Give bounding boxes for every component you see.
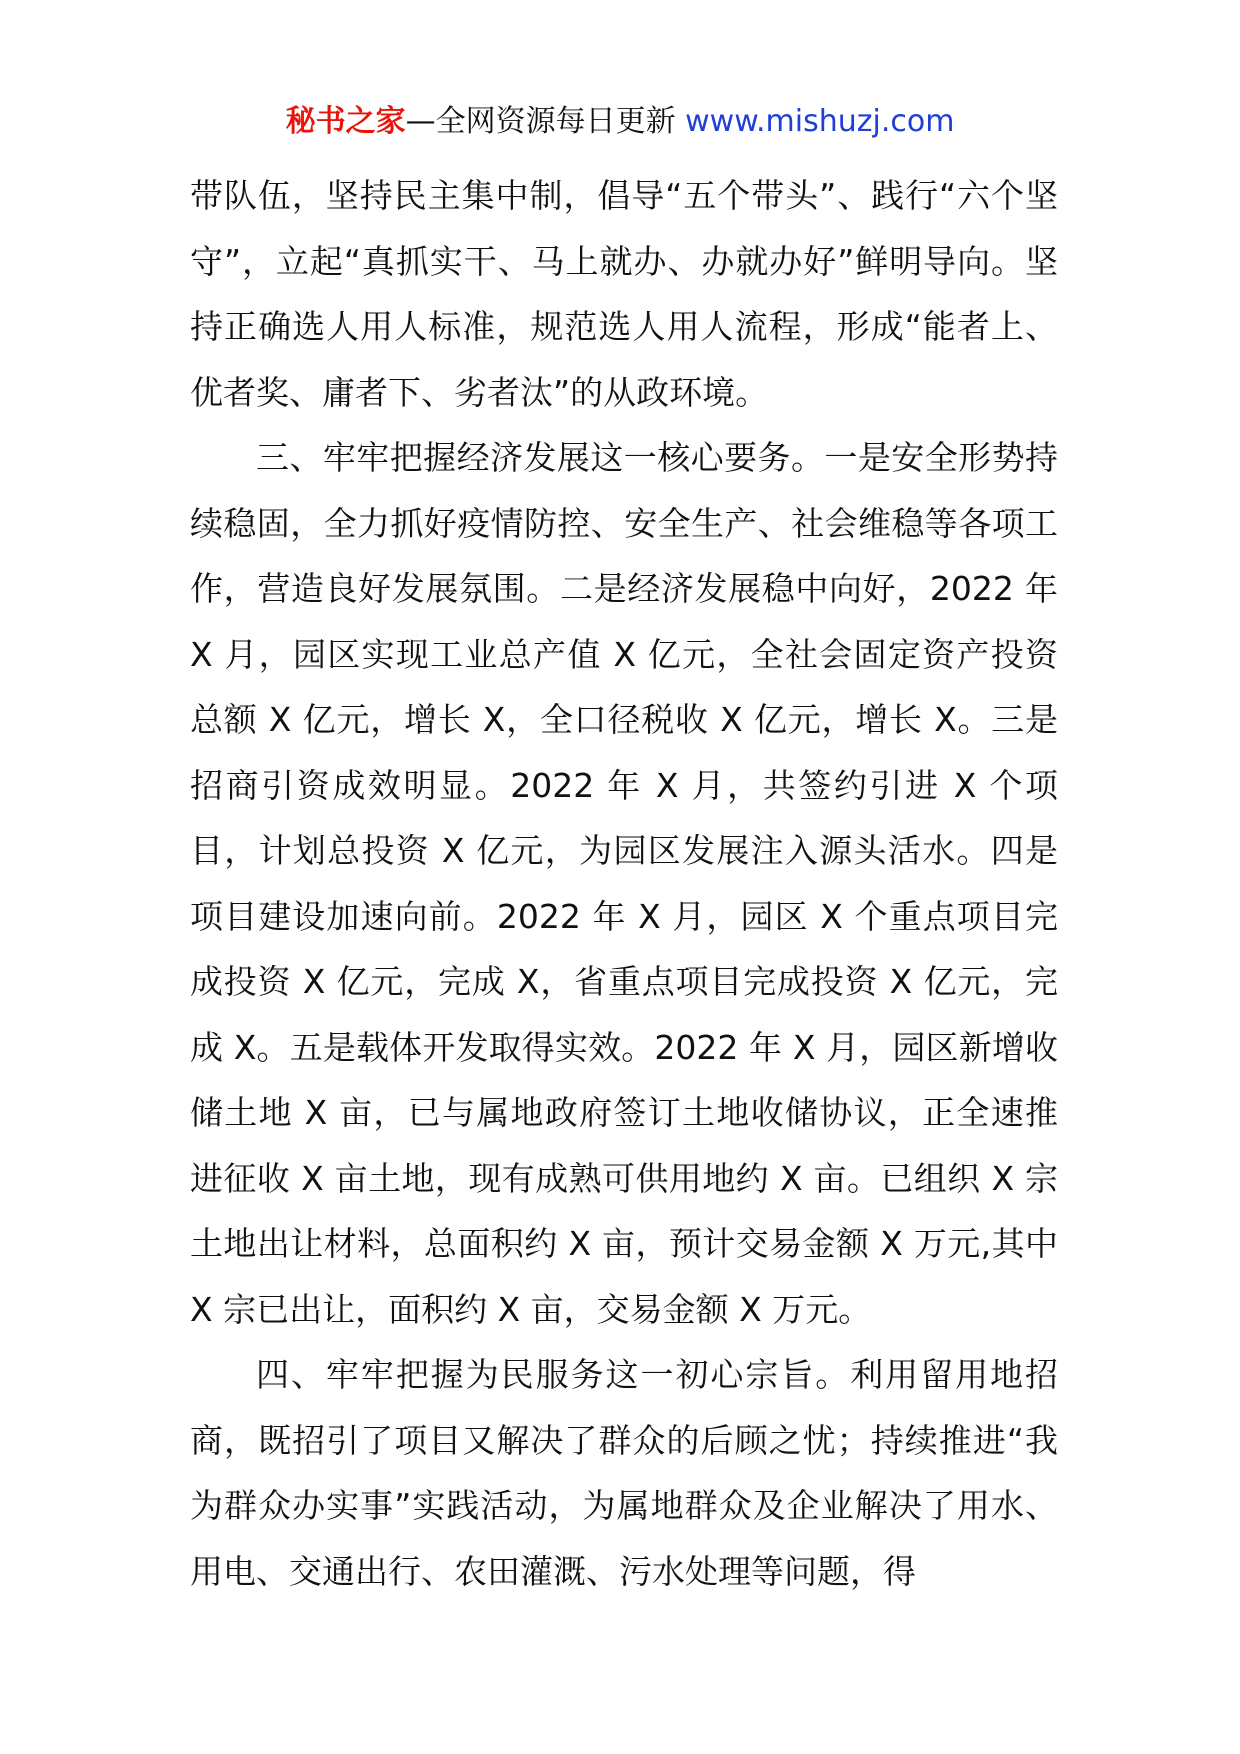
document-body xyxy=(190,163,1058,1604)
site-url-link[interactable]: www.mishuzj.com xyxy=(685,104,955,139)
brand-name: 秘书之家 xyxy=(285,104,406,139)
header-tagline: —全网资源每日更新 xyxy=(405,104,686,139)
paragraph-economic-development: 三、牢牢把握经济发展这一核心要务。一是安全形势持续稳固，全力抓好疫情防控、安全生产、社会维稳等各项工作，营造良好发展氛围。二是经济发展稳中向好，2022 年 X 月，园区实现工业总产值 X 亿元，全社会固定资产投资总额 X 亿元，增长 X，全口径税收 X 亿元，增长 X。三是招商引资成效明显。2022 年 X 月，共签约引进 X 个项目，计划总投资 X 亿元，为园区发展注入源头活水。四是项目建设加速向前。2022 年 X 月，园区 X 个重点项目完成投资 X 亿元，完成 X，省重点项目完成投资 X 亿元，完成 X。五是载体开发取得实效。2022 年 X 月，园区新增收储土地 X 亩，已与属地政府签订土地收储协议，正全速推进征收 X 亩土地，现有成熟可供用地约 X 亩。已组织 X 宗土地出让材料，总面积约 X 亩，预计交易金额 X 万元,其中 X 宗已出让，面积约 X 亩，交易金额 X 万元。 xyxy=(190,438,1058,1329)
site-header xyxy=(0,100,1240,144)
paragraph-public-service: 四、牢牢把握为民服务这一初心宗旨。利用留用地招商，既招引了项目又解决了群众的后顾之忧；持续推进“我为群众办实事”实践活动，为属地群众及企业解决了用水、用电、交通出行、农田灌溉、污水处理等问题，得 xyxy=(190,1355,1058,1591)
paragraph-continuation: 带队伍，坚持民主集中制，倡导“五个带头”、践行“六个坚守”，立起“真抓实干、马上就办、办就办好”鲜明导向。坚持正确选人用人标准，规范选人用人流程，形成“能者上、优者奖、庸者下、劣者汰”的从政环境。 xyxy=(190,176,1058,412)
